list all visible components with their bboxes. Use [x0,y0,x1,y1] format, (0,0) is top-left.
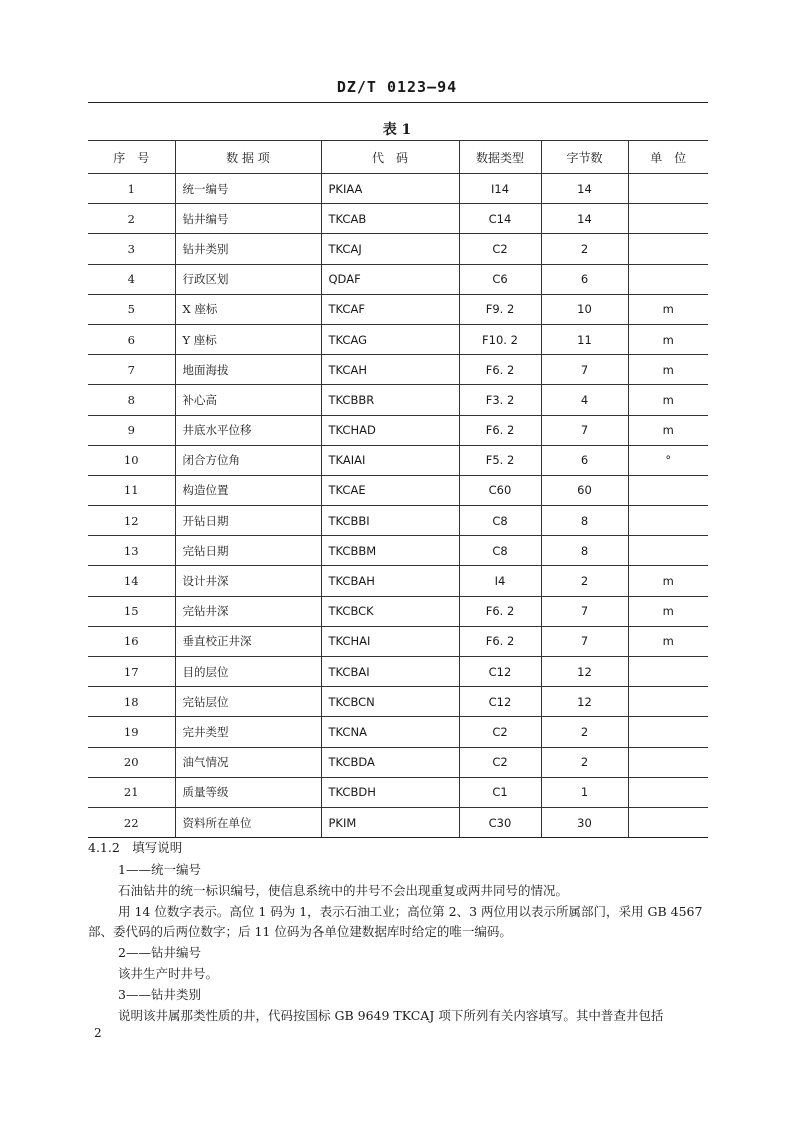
cell-unit [628,204,708,234]
table-row [88,294,708,324]
col-header-bytes: 字节数 [541,141,628,174]
cell-bytes: 7 [541,415,628,445]
cell-code: TKAIAI [321,445,459,475]
cell-type: C6 [459,264,541,294]
cell-code: TKCBAI [321,657,459,687]
cell-unit: m [628,566,708,596]
cell-no: 2 [88,204,175,234]
table-row [88,807,708,837]
cell-code: TKCAJ [321,234,459,264]
table-row [88,355,708,385]
cell-item: 钻井编号 [175,204,321,234]
cell-item: 闭合方位角 [175,445,321,475]
table-row [88,657,708,687]
cell-item: X 座标 [175,294,321,324]
cell-item: 目的层位 [175,657,321,687]
table-row [88,536,708,566]
item3-title: 3——钻井类别 [118,987,201,1002]
cell-no: 3 [88,234,175,264]
cell-code: PKIAA [321,174,459,204]
cell-item: 质量等级 [175,777,321,807]
item1-detail-line1: 用 14 位数字表示。高位 1 码为 1，表示石油工业；高位第 2、3 两位用以表示所属部门，采用 GB 4567 [118,904,703,919]
cell-item: 完钻日期 [175,536,321,566]
cell-no: 15 [88,596,175,626]
cell-type: F6. 2 [459,415,541,445]
cell-code: TKCBBR [321,385,459,415]
cell-item: 行政区划 [175,264,321,294]
data-table [88,140,708,838]
cell-bytes: 7 [541,355,628,385]
cell-bytes: 2 [541,234,628,264]
cell-no: 14 [88,566,175,596]
cell-type: F10. 2 [459,324,541,354]
table-row [88,415,708,445]
cell-type: C2 [459,234,541,264]
cell-code: TKCBCN [321,687,459,717]
cell-code: TKCBDA [321,747,459,777]
cell-code: TKCBCK [321,596,459,626]
cell-item: 钻井类别 [175,234,321,264]
cell-item: 构造位置 [175,475,321,505]
cell-code: TKCBDH [321,777,459,807]
cell-no: 8 [88,385,175,415]
cell-unit [628,747,708,777]
cell-type: F3. 2 [459,385,541,415]
cell-unit [628,687,708,717]
cell-bytes: 6 [541,445,628,475]
cell-no: 20 [88,747,175,777]
cell-code: TKCNA [321,717,459,747]
table-header-row [88,141,708,174]
table-row [88,204,708,234]
cell-code: QDAF [321,264,459,294]
table-row [88,747,708,777]
cell-type: I4 [459,566,541,596]
cell-no: 10 [88,445,175,475]
cell-no: 9 [88,415,175,445]
item1-text: 石油钻井的统一标识编号，使信息系统中的井号不会出现重复或两井同号的情况。 [118,883,569,898]
cell-no: 7 [88,355,175,385]
cell-type: F6. 2 [459,355,541,385]
cell-unit: m [628,626,708,656]
cell-unit: m [628,294,708,324]
cell-no: 1 [88,174,175,204]
cell-type: C2 [459,747,541,777]
cell-type: C30 [459,807,541,837]
cell-bytes: 6 [541,264,628,294]
cell-no: 18 [88,687,175,717]
cell-code: PKIM [321,807,459,837]
cell-unit [628,807,708,837]
cell-unit [628,657,708,687]
cell-bytes: 14 [541,204,628,234]
cell-code: TKCBAH [321,566,459,596]
item3-text: 说明该井属那类性质的井，代码按国标 GB 9649 TKCAJ 项下所列有关内容填写。其中普查井包括 [118,1008,664,1023]
cell-type: C14 [459,204,541,234]
table-row [88,777,708,807]
cell-bytes: 7 [541,626,628,656]
cell-bytes: 8 [541,506,628,536]
cell-no: 4 [88,264,175,294]
cell-unit [628,475,708,505]
table-row [88,445,708,475]
page-number: 2 [94,1026,102,1040]
cell-code: TKCHAD [321,415,459,445]
document-code: DZ/T 0123—94 [336,78,458,96]
item1-detail-line2: 部、委代码的后两位数字；后 11 位码为各单位建数据库时给定的唯一编码。 [88,924,512,939]
cell-no: 5 [88,294,175,324]
cell-type: F6. 2 [459,596,541,626]
header-rule [88,102,708,103]
cell-type: C8 [459,506,541,536]
cell-bytes: 8 [541,536,628,566]
cell-item: 资料所在单位 [175,807,321,837]
item2-text: 该井生产时井号。 [118,966,219,981]
cell-item: 油气情况 [175,747,321,777]
cell-item: 完井类型 [175,717,321,747]
cell-bytes: 11 [541,324,628,354]
cell-no: 21 [88,777,175,807]
cell-unit: m [628,385,708,415]
cell-bytes: 2 [541,566,628,596]
table-row [88,264,708,294]
cell-type: C1 [459,777,541,807]
cell-bytes: 14 [541,174,628,204]
cell-unit [628,717,708,747]
cell-unit: m [628,415,708,445]
cell-no: 22 [88,807,175,837]
cell-unit: m [628,324,708,354]
cell-bytes: 12 [541,657,628,687]
cell-code: TKCBBI [321,506,459,536]
cell-no: 12 [88,506,175,536]
table-row [88,234,708,264]
col-header-code: 代 码 [321,141,459,174]
col-header-item: 数 据 项 [175,141,321,174]
table-row [88,475,708,505]
cell-type: C60 [459,475,541,505]
cell-type: I14 [459,174,541,204]
cell-bytes: 4 [541,385,628,415]
cell-unit [628,506,708,536]
cell-item: 完钻层位 [175,687,321,717]
cell-item: Y 座标 [175,324,321,354]
cell-code: TKCAH [321,355,459,385]
col-header-no: 序 号 [88,141,175,174]
cell-bytes: 60 [541,475,628,505]
cell-code: TKCAE [321,475,459,505]
cell-no: 19 [88,717,175,747]
cell-item: 补心高 [175,385,321,415]
cell-bytes: 1 [541,777,628,807]
cell-unit: ° [628,445,708,475]
col-header-unit: 单 位 [628,141,708,174]
cell-item: 统一编号 [175,174,321,204]
item1-title: 1——统一编号 [118,862,201,877]
table-title: 表 1 [382,122,412,138]
cell-code: TKCAF [321,294,459,324]
cell-no: 6 [88,324,175,354]
table-row [88,324,708,354]
cell-unit: m [628,596,708,626]
cell-unit [628,777,708,807]
col-header-type: 数据类型 [459,141,541,174]
cell-item: 设计井深 [175,566,321,596]
table-row [88,385,708,415]
cell-unit [628,234,708,264]
cell-no: 11 [88,475,175,505]
cell-no: 17 [88,657,175,687]
cell-type: C12 [459,657,541,687]
cell-type: C8 [459,536,541,566]
item2-title: 2——钻井编号 [118,945,201,960]
cell-type: F6. 2 [459,626,541,656]
cell-code: TKCAG [321,324,459,354]
cell-bytes: 2 [541,717,628,747]
table-row [88,626,708,656]
cell-bytes: 7 [541,596,628,626]
table-row [88,566,708,596]
cell-code: TKCAB [321,204,459,234]
cell-unit: m [628,355,708,385]
cell-no: 16 [88,626,175,656]
cell-unit [628,536,708,566]
cell-type: C12 [459,687,541,717]
cell-item: 地面海拔 [175,355,321,385]
table-row [88,596,708,626]
cell-bytes: 30 [541,807,628,837]
cell-item: 完钻井深 [175,596,321,626]
cell-bytes: 12 [541,687,628,717]
cell-bytes: 2 [541,747,628,777]
table-row [88,717,708,747]
cell-item: 开钻日期 [175,506,321,536]
cell-no: 13 [88,536,175,566]
cell-item: 井底水平位移 [175,415,321,445]
cell-code: TKCHAI [321,626,459,656]
cell-type: C2 [459,717,541,747]
cell-type: F5. 2 [459,445,541,475]
cell-unit [628,174,708,204]
section-heading: 4.1.2 填写说明 [88,840,183,855]
table-row [88,174,708,204]
cell-code: TKCBBM [321,536,459,566]
table-row [88,506,708,536]
table-row [88,687,708,717]
cell-bytes: 10 [541,294,628,324]
cell-unit [628,264,708,294]
cell-item: 垂直校正井深 [175,626,321,656]
cell-type: F9. 2 [459,294,541,324]
